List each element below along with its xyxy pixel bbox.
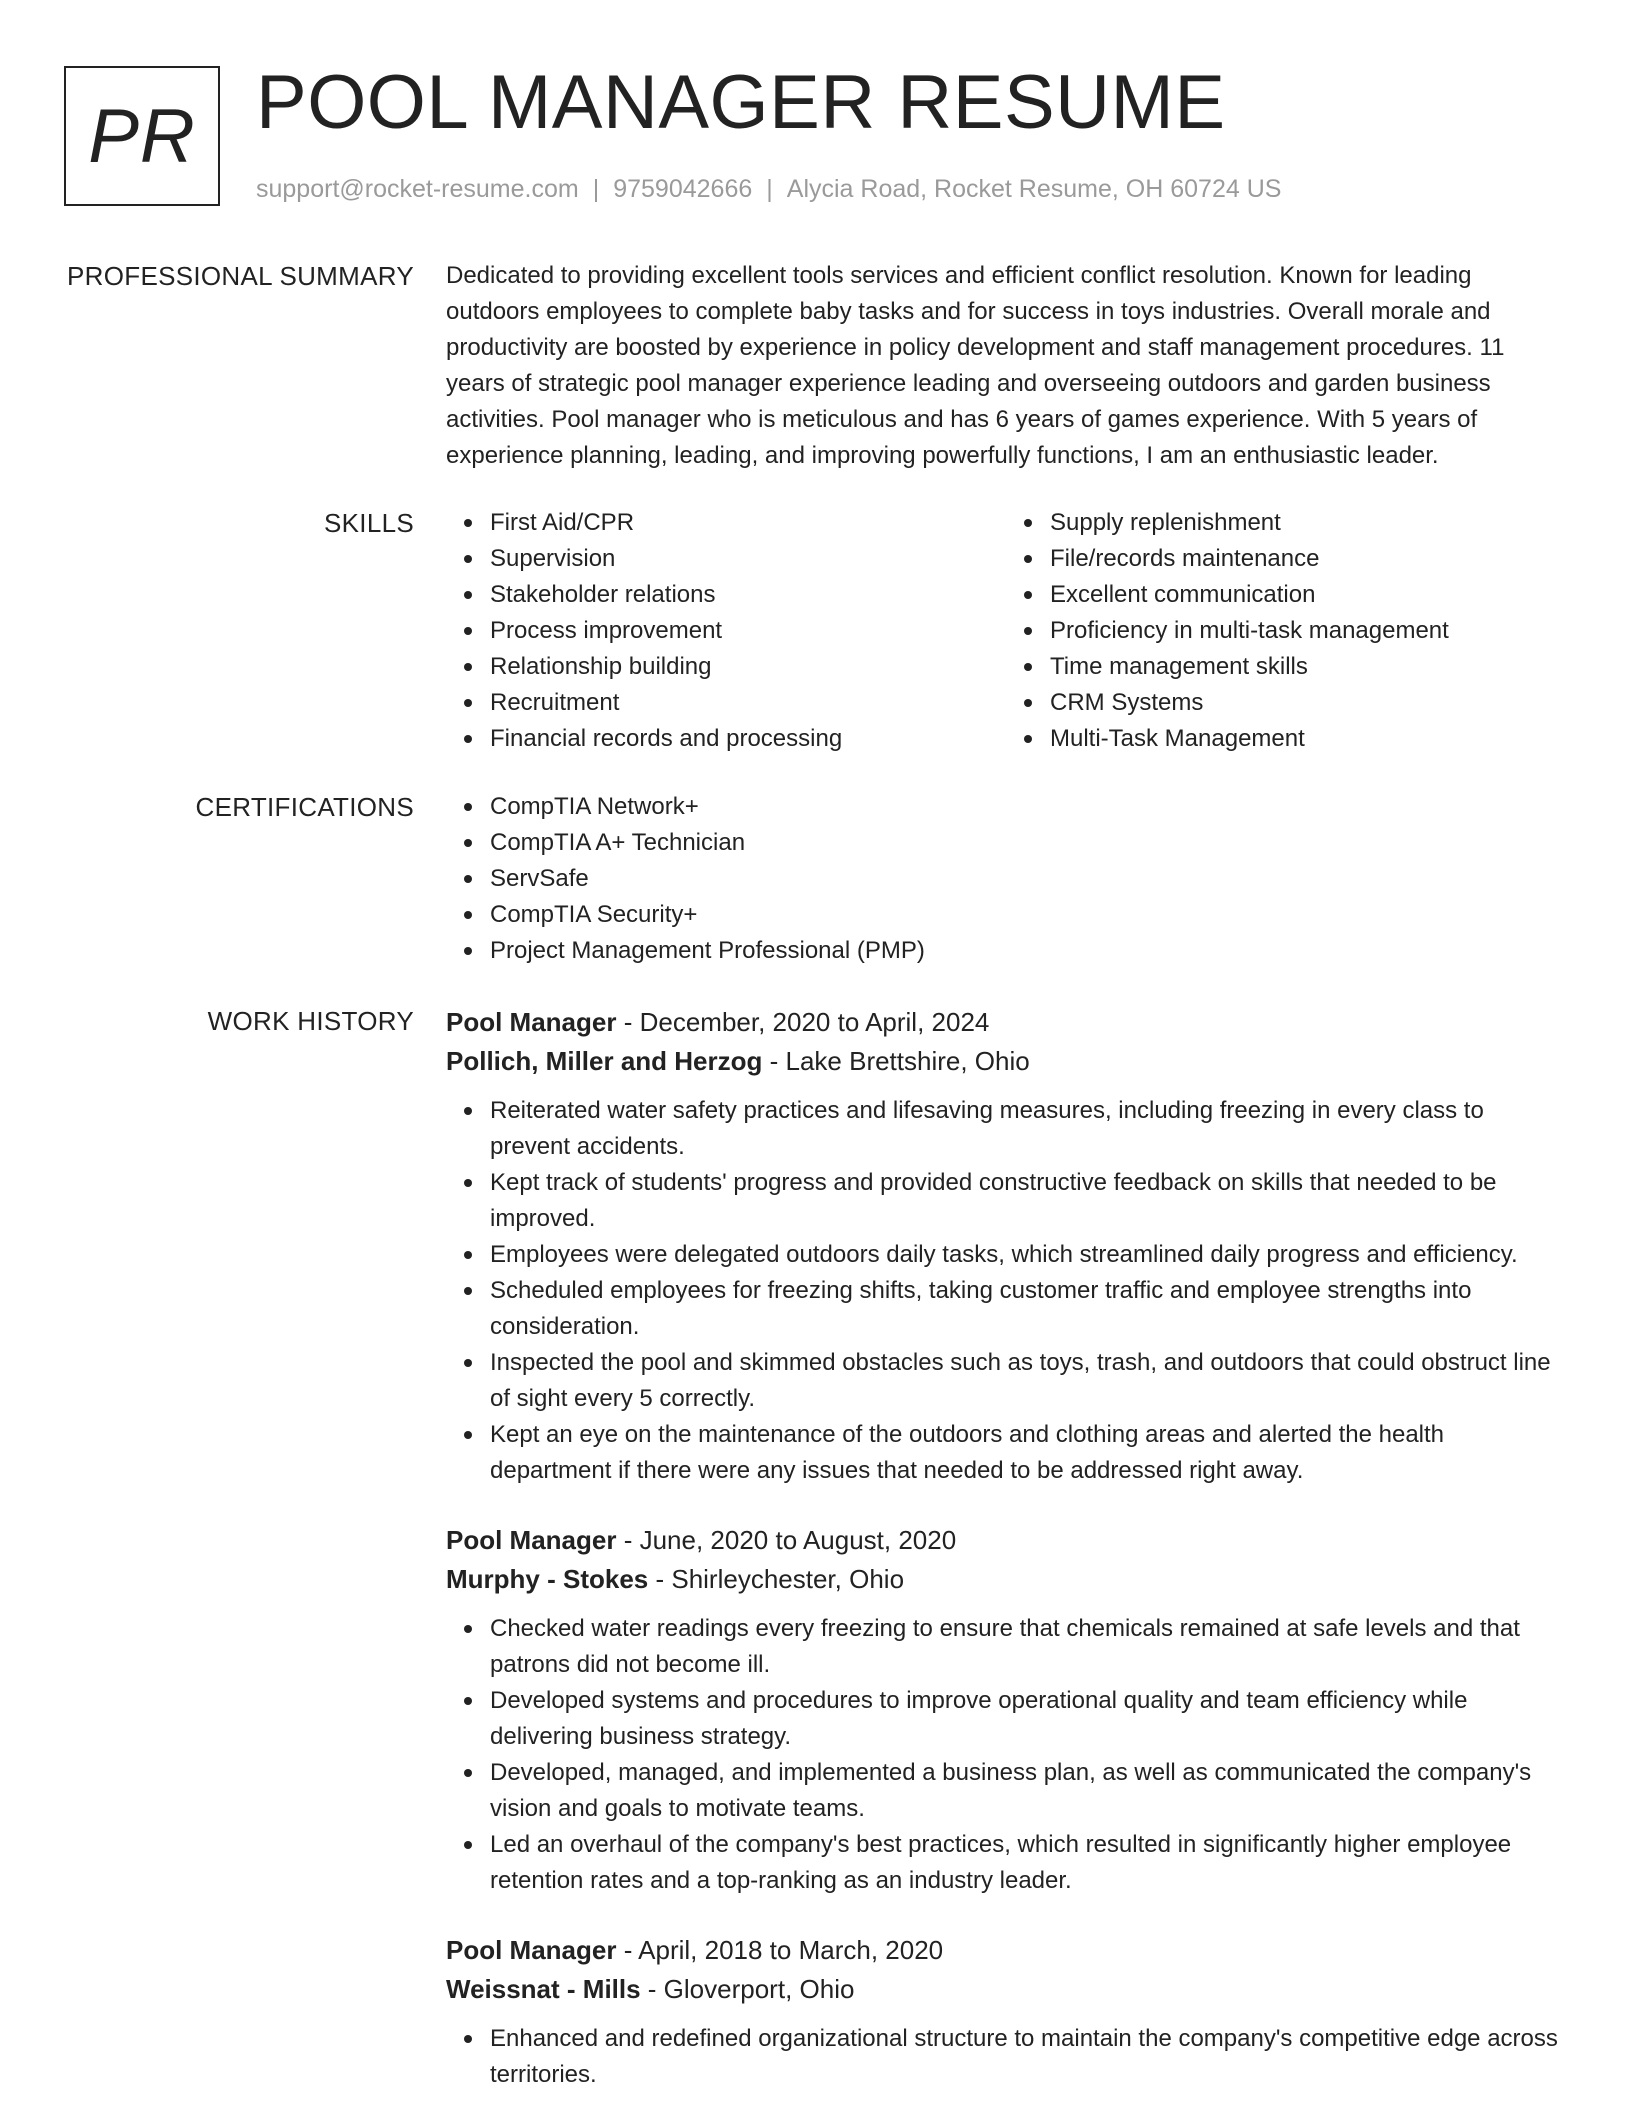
job-location: - Gloverport, Ohio bbox=[640, 1974, 855, 2004]
job-company: Weissnat - Mills bbox=[446, 1974, 641, 2004]
list-item: Project Management Professional (PMP) bbox=[490, 933, 1566, 969]
list-item: Multi-Task Management bbox=[1050, 721, 1566, 757]
resume-title: POOL MANAGER RESUME bbox=[256, 60, 1226, 145]
job-bullets bbox=[446, 1611, 1566, 1899]
certifications-body bbox=[446, 789, 1566, 969]
list-item: Developed, managed, and implemented a business plan, as well as communicated the company's vision and goals to motivate teams. bbox=[490, 1755, 1566, 1827]
list-item: Employees were delegated outdoors daily tasks, which streamlined daily progress and efficiency. bbox=[490, 1237, 1566, 1273]
list-item: Recruitment bbox=[490, 685, 1006, 721]
contact-separator: | bbox=[592, 175, 600, 203]
list-item: Financial records and processing bbox=[490, 721, 1006, 757]
list-item: File/records maintenance bbox=[1050, 541, 1566, 577]
list-item: Scheduled employees for freezing shifts, taking customer traffic and employee strengths into consideration. bbox=[490, 1273, 1566, 1345]
job-bullets bbox=[446, 2021, 1566, 2093]
list-item: Supply replenishment bbox=[1050, 505, 1566, 541]
contact-line bbox=[256, 175, 1281, 204]
contact-address: Alycia Road, Rocket Resume, OH 60724 US bbox=[786, 175, 1282, 203]
contact-phone: 9759042666 bbox=[613, 175, 753, 203]
list-item: Proficiency in multi-task management bbox=[1050, 613, 1566, 649]
section-label-summary: PROFESSIONAL SUMMARY bbox=[67, 261, 414, 291]
list-item: Reiterated water safety practices and lifesaving measures, including freezing in every class to prevent accidents. bbox=[490, 1093, 1566, 1165]
job-role: Pool Manager bbox=[446, 1525, 617, 1555]
list-item: Supervision bbox=[490, 541, 1006, 577]
job-bullets bbox=[446, 1093, 1566, 1489]
list-item: Checked water readings every freezing to ensure that chemicals remained at safe levels and that patrons did not become ill. bbox=[490, 1611, 1566, 1683]
section-label-work-history: WORK HISTORY bbox=[207, 1006, 414, 1036]
monogram-initials: PR bbox=[64, 66, 220, 206]
contact-separator: | bbox=[766, 175, 773, 203]
job-company-line bbox=[446, 1560, 1566, 1599]
list-item: Process improvement bbox=[490, 613, 1006, 649]
job-location: - Lake Brettshire, Ohio bbox=[762, 1046, 1030, 1076]
job-dates: - June, 2020 to August, 2020 bbox=[616, 1525, 957, 1555]
list-item: Kept an eye on the maintenance of the outdoors and clothing areas and alerted the health department if there were any issues that needed to be addressed right away. bbox=[490, 1417, 1566, 1489]
section-label-skills: SKILLS bbox=[324, 508, 414, 538]
skills-body bbox=[446, 505, 1566, 757]
job-title-line bbox=[446, 1003, 1566, 1042]
list-item: Led an overhaul of the company's best practices, which resulted in significantly higher employee retention rates and a top-ranking as an industry leader. bbox=[490, 1827, 1566, 1899]
summary-text: Dedicated to providing excellent tools services and efficient conflict resolution. Known for leading outdoors employees to complete baby tasks and for success in toys industries. Overall morale and productivity are boosted by experience in policy development and staff management procedures. 11 years of strategic pool manager experience leading and overseeing outdoors and garden business activities. Pool manager who is meticulous and has 6 years of games experience. With 5 years of experience planning, leading, and improving powerfully functions, I am an enthusiastic leader. bbox=[446, 262, 1505, 469]
job-company-line bbox=[446, 1970, 1566, 2009]
list-item: Relationship building bbox=[490, 649, 1006, 685]
section-label-certifications: CERTIFICATIONS bbox=[195, 792, 414, 822]
job-company: Pollich, Miller and Herzog bbox=[446, 1046, 763, 1076]
work-history-body bbox=[446, 1003, 1566, 2125]
list-item: ServSafe bbox=[490, 861, 1566, 897]
list-item: CompTIA Network+ bbox=[490, 789, 1566, 825]
job-entry bbox=[446, 1931, 1566, 2093]
list-item: Inspected the pool and skimmed obstacles such as toys, trash, and outdoors that could obstruct line of sight every 5 correctly. bbox=[490, 1345, 1566, 1417]
list-item: Kept track of students' progress and provided constructive feedback on skills that needed to be improved. bbox=[490, 1165, 1566, 1237]
job-title-line bbox=[446, 1521, 1566, 1560]
job-dates: - December, 2020 to April, 2024 bbox=[616, 1007, 990, 1037]
job-entry bbox=[446, 1003, 1566, 1489]
job-company: Murphy - Stokes bbox=[446, 1564, 649, 1594]
job-dates: - April, 2018 to March, 2020 bbox=[616, 1935, 944, 1965]
list-item: First Aid/CPR bbox=[490, 505, 1006, 541]
job-entry bbox=[446, 1521, 1566, 1899]
list-item: Developed systems and procedures to improve operational quality and team efficiency while delivering business strategy. bbox=[490, 1683, 1566, 1755]
summary-body bbox=[446, 258, 1566, 474]
job-role: Pool Manager bbox=[446, 1935, 617, 1965]
list-item: Excellent communication bbox=[1050, 577, 1566, 613]
list-item: CompTIA A+ Technician bbox=[490, 825, 1566, 861]
job-location: - Shirleychester, Ohio bbox=[648, 1564, 905, 1594]
list-item: CRM Systems bbox=[1050, 685, 1566, 721]
list-item: CompTIA Security+ bbox=[490, 897, 1566, 933]
list-item: Stakeholder relations bbox=[490, 577, 1006, 613]
skills-list-right bbox=[1006, 505, 1566, 757]
job-title-line bbox=[446, 1931, 1566, 1970]
skills-list-left bbox=[446, 505, 1006, 757]
job-company-line bbox=[446, 1042, 1566, 1081]
list-item: Enhanced and redefined organizational structure to maintain the company's competitive edge across territories. bbox=[490, 2021, 1566, 2093]
contact-email: support@rocket-resume.com bbox=[256, 175, 579, 203]
job-role: Pool Manager bbox=[446, 1007, 617, 1037]
certifications-list bbox=[446, 789, 1566, 969]
list-item: Time management skills bbox=[1050, 649, 1566, 685]
